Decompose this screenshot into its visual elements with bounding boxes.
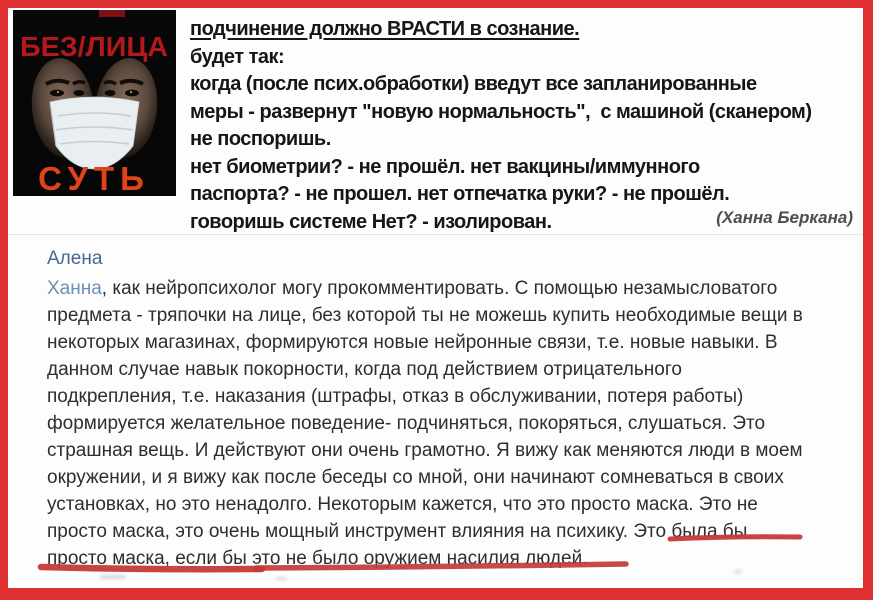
- comment-line: страшная вещь. И действуют они очень грамотно. Я вижу как меняются люди в моем: [47, 440, 803, 461]
- comment-body: [47, 275, 859, 572]
- comment-line: подкрепления, т.е. наказания (штрафы, отказ в обслуживании, потеря работы): [47, 386, 744, 407]
- mention-link[interactable]: Ханна: [47, 278, 102, 299]
- comment-line: некоторых магазинах, формируются новые нейронные связи, т.е. новые навыки. В: [47, 332, 778, 353]
- post-line: будет так:: [190, 45, 285, 68]
- comment-line: окружении, и я вижу как после беседы со мной, они начинают сомневаться в своих: [47, 467, 784, 488]
- album-art-image[interactable]: [13, 10, 176, 196]
- cropped-text-smudge: [100, 575, 126, 579]
- comment-first-line-text: , как нейропсихолог могу прокомментировать. С помощью незамысловатого: [101, 278, 778, 299]
- post-text-block: [190, 16, 855, 236]
- comment-line: [47, 275, 859, 302]
- album-art-top-fragment: [99, 10, 125, 17]
- post-attribution: (Ханна Беркана): [716, 208, 853, 227]
- comment-author-link[interactable]: Алена: [47, 248, 103, 269]
- comment-line: просто маска, это очень мощный инструмент влияния на психику. Это была бы: [47, 521, 748, 542]
- comment-line: просто маска, если бы это не было оружием насилия людей.: [47, 548, 588, 569]
- post-headline: подчинение должно ВРАСТИ в сознание.: [190, 18, 580, 40]
- comment-line: формируется желательное поведение- подчиняться, покоряться, слушаться. Это: [47, 413, 766, 434]
- album-art-title-top: БЕЗ/ЛИЦА: [20, 31, 168, 62]
- comment-block: [47, 248, 859, 572]
- post-comment-divider: [8, 234, 863, 235]
- post-line: нет биометрии? - не прошёл. нет вакцины/иммунного: [190, 155, 700, 178]
- post-line: не поспоришь.: [190, 128, 331, 150]
- post-line: паспорта? - не прошел. нет отпечатка руки? - не прошёл.: [190, 183, 730, 205]
- post-line: говоришь системе Нет? - изолирован.: [190, 210, 552, 233]
- comment-line: данном случае навык покорности, когда под действием отрицательного: [47, 359, 682, 380]
- comment-lines: [47, 302, 859, 572]
- post-line: меры - развернут "новую нормальность", с машиной (сканером): [190, 100, 812, 123]
- album-art-title-bottom: СУТЬ: [38, 160, 150, 196]
- comment-line: предмета - тряпочки на лице, без которой ты не можешь купить необходимые вещи в: [47, 305, 803, 326]
- comment-line: установках, но это ненадолго. Некоторым кажется, что это просто маска. Это не: [47, 494, 758, 515]
- cropped-text-smudge: [734, 570, 742, 573]
- post-line: когда (после псих.обработки) введут все запланированные: [190, 73, 757, 95]
- cropped-text-smudge: [276, 577, 287, 580]
